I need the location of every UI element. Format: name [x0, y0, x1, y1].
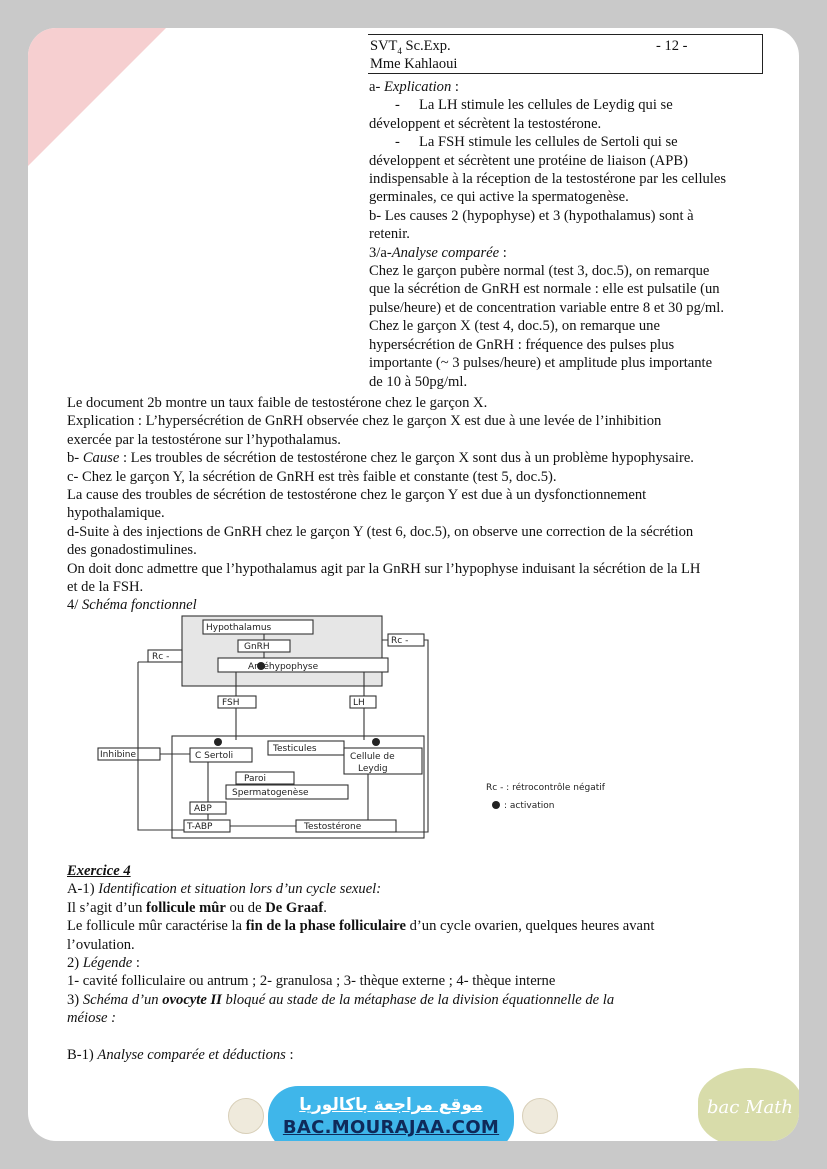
cause-line: b- Cause : Les troubles de sécrétion de testostérone chez le garçon X sont dus à un problème hypophysaire.: [67, 450, 694, 467]
header-author: Mme Kahlaoui: [370, 56, 458, 72]
doc2b-line: Le document 2b montre un taux faible de testostérone chez le garçon X.: [67, 395, 488, 411]
bac-math-badge: bac Math: [698, 1068, 799, 1141]
explication-line1: Explication : L’hypersécrétion de GnRH observée chez le garçon X est due à une levée de l’inhibition: [67, 413, 662, 430]
label-t-abp: T-ABP: [187, 822, 213, 832]
label-hypothalamus: Hypothalamus: [206, 623, 272, 633]
corner-decoration: [28, 28, 166, 166]
label-antehypophyse: Antéhypophyse: [248, 662, 319, 672]
lh-item: - La LH stimule les cellules de Leydig qui se: [395, 97, 673, 114]
a1-line2: Le follicule mûr caractérise la fin de la phase folliculaire d’un cycle ovarien, quelques heures avant: [67, 918, 655, 935]
label-testosterone: Testostérone: [304, 822, 362, 832]
page-number: - 12 -: [656, 38, 688, 54]
causes-line1: b- Les causes 2 (hypophyse) et 3 (hypothalamus) sont à: [369, 207, 694, 224]
page-header: [368, 34, 763, 74]
conclusion-line1: On doit donc admettre que l’hypothalamus agit par la GnRH sur l’hypophyse induisant la sécrétion de la LH: [67, 560, 701, 577]
blank-line: [67, 1028, 767, 1046]
analyse-line2: que la sécrétion de GnRH est normale : elle est pulsatile (un: [369, 281, 720, 298]
a1-line1: Il s’agit d’un follicule mûr ou de De Graaf.: [67, 899, 327, 916]
banner-arabic-text: موقع مراجعة باكالوريا: [299, 1095, 483, 1115]
exercice-4: [67, 862, 767, 1064]
label-inhibine: Inhibine: [100, 750, 137, 760]
label-lh: LH: [353, 698, 365, 708]
cause-y-line2: hypothalamique.: [67, 505, 165, 522]
cause-y-line1: La cause des troubles de sécrétion de testostérone chez le garçon Y est due à un dysfonctionnement: [67, 487, 647, 504]
fsh-item-cont3: germinales, ce qui active la spermatogenèse.: [369, 189, 629, 206]
legend-activation: : activation: [504, 801, 555, 811]
label-c-sertoli: C Sertoli: [195, 751, 234, 761]
right-logo-icon: [522, 1098, 558, 1134]
label-leydig: Leydig: [358, 764, 388, 774]
explication-heading: a- Explication :: [369, 79, 459, 95]
analyse-line1: Chez le garçon pubère normal (test 3, doc.5), on remarque: [369, 263, 710, 280]
causes-line2: retenir.: [369, 226, 410, 243]
label-rc-minus: Rc -: [152, 652, 170, 662]
exercice-4-title: Exercice 4: [67, 863, 131, 879]
legende-line: 1- cavité folliculaire ou antrum ; 2- granulosa ; 3- thèque externe ; 4- thèque interne: [67, 973, 556, 990]
label-paroi: Paroi: [244, 774, 267, 784]
legend-rc: Rc - : rétrocontrôle négatif: [486, 783, 605, 793]
analyse-line3: pulse/heure) et de concentration variable entre 8 et 30 pg/ml.: [369, 299, 724, 316]
label-spermatogenese: Spermatogenèse: [232, 788, 309, 798]
label-fsh: FSH: [222, 698, 240, 708]
schema-ovocyte-line1: 3) Schéma d’un ovocyte II bloqué au stade de la métaphase de la division équationnelle de la: [67, 991, 615, 1008]
legende-heading: 2) Légende :: [67, 955, 140, 972]
full-width-text: [67, 394, 767, 615]
label-testicules: Testicules: [273, 744, 317, 754]
analyse-line6: importante (~ 3 pulses/heure) et amplitude plus importante: [369, 355, 713, 372]
analyse-line4: Chez le garçon X (test 4, doc.5), on remarque une: [369, 318, 660, 335]
label-rc: Rc -: [391, 636, 409, 646]
analyse-heading: 3/a-Analyse comparée :: [369, 244, 507, 261]
injection-line1: d-Suite à des injections de GnRH chez le garçon Y (test 6, doc.5), on observe une correction de la sécrétion: [67, 523, 694, 540]
garcon-y-line: c- Chez le garçon Y, la sécrétion de GnRH est très faible et constante (test 5, doc.5).: [67, 468, 557, 485]
conclusion-line2: et de la FSH.: [67, 579, 144, 596]
label-cellule-de: Cellule de: [350, 752, 395, 762]
site-banner[interactable]: [268, 1086, 514, 1141]
fsh-item-cont1: développent et sécrètent une protéine de liaison (APB): [369, 152, 688, 169]
fsh-item-cont2: indispensable à la réception de la testostérone par les cellules: [369, 171, 727, 188]
fsh-item: - La FSH stimule les cellules de Sertoli qui se: [395, 134, 678, 151]
a1-line3: l’ovulation.: [67, 936, 135, 953]
label-abp: ABP: [194, 804, 212, 814]
banner-url[interactable]: BAC.MOURAJAA.COM: [282, 1117, 500, 1138]
schema-ovocyte-line2: méiose :: [67, 1010, 117, 1027]
right-column-text: [369, 78, 761, 391]
lh-item-cont: développent et sécrètent la testostérone.: [369, 115, 602, 132]
label-gnrh: GnRH: [244, 642, 270, 652]
analyse-line7: de 10 à 50pg/ml.: [369, 373, 468, 390]
injection-line2: des gonadostimulines.: [67, 542, 197, 559]
header-subject: $SVT_4$ Sc.Exp.: [370, 38, 451, 56]
schema-heading: 4/ Schéma fonctionnel: [67, 597, 197, 614]
a1-heading: A-1) Identification et situation lors d’un cycle sexuel:: [67, 881, 382, 898]
explication-line2: exercée par la testostérone sur l’hypothalamus.: [67, 431, 341, 448]
document-page: [28, 28, 799, 1141]
b1-heading: B-1) Analyse comparée et déductions :: [67, 1046, 294, 1063]
functional-diagram: [68, 614, 658, 840]
analyse-line5: hypersécrétion de GnRH : fréquence des pulses plus: [369, 336, 675, 353]
left-logo-icon: [228, 1098, 264, 1134]
